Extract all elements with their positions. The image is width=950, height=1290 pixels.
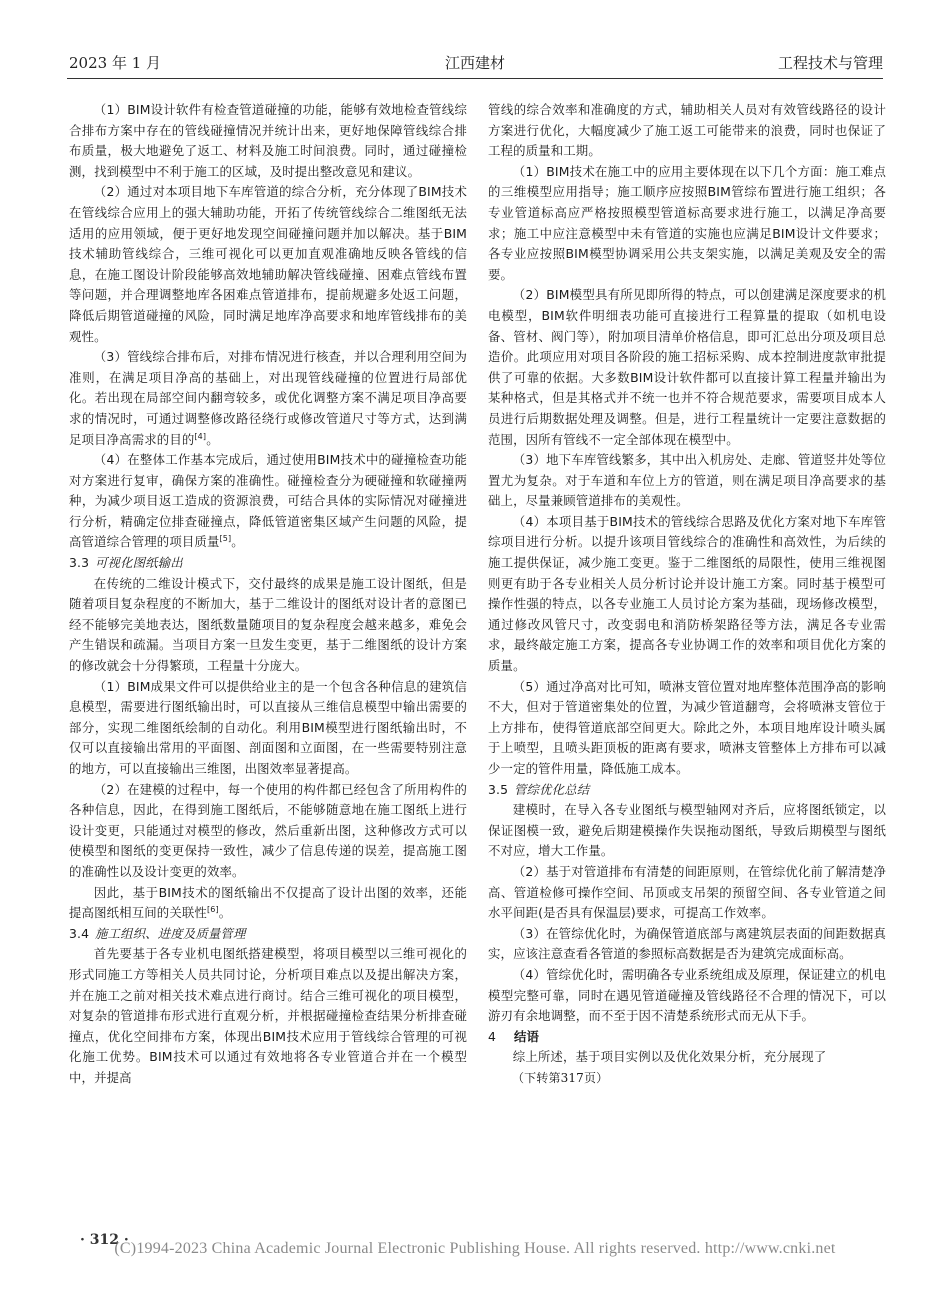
- paragraph: 综上所述，基于项目实例以及优化效果分析，充分展现了: [512, 1049, 827, 1065]
- section-heading-4: 4 结语: [488, 1028, 540, 1044]
- paragraph: 建模时，在导入各专业图纸与模型轴网对齐后，应将图纸锁定，以保证图模一致，避免后期建模操作失误拖动图纸，导致后期模型与图纸不对应，增大工作量。: [488, 802, 886, 859]
- section-heading-3-5: 3.5 管综优化总结: [488, 781, 590, 797]
- continued-note: （下转第317页）: [512, 1070, 609, 1085]
- paragraph: （2）BIM模型具有所见即所得的特点，可以创建满足深度要求的机电模型，BIM软件明细表功能可直接进行工程算量的提取（如机电设备、管材、阀门等），附加项目清单价格信息，即可汇总出分项及项目总造价。此项应用对项目各阶段的施工招标采购、成本控制进度款审批提供了可靠的依据。大多数BIM设计软件都可以直接计算工程量并输出为某种格式，但是其格式并不统一也并不符合规范要求，需要项目成本人员进行后期数据处理及调整。但是，进行工程量统计一定要注意数据的范围，因所有管线不一定全部体现在模型中。: [488, 287, 886, 447]
- citation-ref: [5]: [219, 534, 232, 544]
- issue-date: 2023 年 1 月: [69, 54, 162, 72]
- paragraph: （2）基于对管道排布有清楚的间距原则，在管综优化前了解清楚净高、管道检修可操作空间、吊顶或支吊架的预留空间、各专业管道之间水平间距(是否具有保温层)要求，可提高工作效率。: [488, 863, 886, 921]
- paragraph: （3）地下车库管线繁多，其中出入机房处、走廊、管道竖井处等位置尤为复杂。对于车道和车位上方的管道，则在满足项目净高要求的基础上，尽量兼顾管道排布的美观性。: [488, 452, 886, 509]
- paragraph: （4）管综优化时，需明确各专业系统组成及原理，保证建立的机电模型完整可靠，同时在遇见管道碰撞及管线路径不合理的情况下，可以游刃有余地调整，而不至于因不清楚系统形式而无从下手。: [488, 966, 886, 1024]
- paragraph: （3）在管综优化时，为确保管道底部与离建筑层表面的间距数据真实，应该注意查看各管道的参照标高数据是否为建筑完成面标高。: [488, 925, 886, 962]
- section-name: 工程技术与管理: [777, 54, 883, 72]
- section-heading-3-3: 3.3 可视化图纸输出: [69, 555, 183, 571]
- journal-name: 江西建材: [444, 54, 505, 72]
- copyright-watermark: (C)1994-2023 China Academic Journal Electronic Publishing House. All rights reserved. http://www.cnki.net: [114, 1240, 836, 1257]
- paragraph: （5）通过净高对比可知，喷淋支管位置对地库整体范围净高的影响不大，但对于管道密集处的位置，为减少管道翻弯，会将喷淋支管位于上方排布，使得管道底部空间更大。除此之外，本项目地库设计喷头属于上喷型，且喷头距顶板的距离有要求，喷淋支管整体上方排布可以减少一定的管件用量，降低施工成本。: [488, 678, 886, 776]
- paragraph: （2）在建模的过程中，每一个使用的构件都已经包含了所用构件的各种信息，因此，在得到施工图纸后，不能够随意地在施工图纸上进行设计变更，只能通过对模型的修改，然后重新出图，这种修改方式可以使模型和图纸的变更保持一致性，减少了信息传递的误差，提高施工图的准确性以及设计变更的效率。: [69, 781, 467, 879]
- header-rule: [67, 78, 883, 79]
- paragraph: （2）通过对本项目地下车库管道的综合分析，充分体现了BIM技术在管线综合应用上的强大辅助功能，开拓了传统管线综合二维图纸无法适用的应用领域，便于更好地发现空间碰撞问题并加以解决。基于BIM技术辅助管线综合，三维可视化可以更加直观准确地反映各管线的信息，在施工图设计阶段能够高效地辅助解决管线碰撞、困难点管线布置等问题，并合理调整地库各困难点管道排布，提前规避多处返工问题，降低后期管道碰撞的风险，同时满足地库净高要求和地库管线排布的美观性。: [69, 184, 467, 344]
- citation-ref: [4]: [194, 431, 207, 441]
- paragraph: 首先要基于各专业机电图纸搭建模型，将项目模型以三维可视化的形式同施工方等相关人员共同讨论，分析项目难点以及提出解决方案，并在施工之前对相关技术难点进行商讨。结合三维可视化的项目模型，对复杂的管道排布形式进行直观分析，并根据碰撞检查结果分析排查碰撞点，优化空间排布方案，体现出BIM技术应用于管线综合管理的可视化施工优势。BIM技术可以通过有效地将各专业管道合并在一个模型中，并提高: [69, 946, 467, 1085]
- right-column: [488, 100, 886, 1089]
- paragraph: （1）BIM设计软件有检查管道碰撞的功能，能够有效地检查管线综合排布方案中存在的管线碰撞情况并统计出来，更好地保障管线综合排布质量，极大地避免了返工、材料及施工时间浪费。同时，通过碰撞检测，找到模型中不利于施工的区域，及时提出整改意见和建议。: [69, 102, 467, 179]
- paragraph: （4）本项目基于BIM技术的管线综合思路及优化方案对地下车库管综项目进行分析。以提升该项目管线综合的准确性和高效性，为后续的施工提供保证，减少施工变更。鉴于二维图纸的局限性，使用三维视图则更有助于各专业相关人员分析讨论并设计施工方案。同时基于模型可操作性强的特点，以各专业施工人员讨论方案为基础，现场修改模型，通过修改风管尺寸，改变弱电和消防桥架路径等方法，满足各专业需求，最终敲定施工方案，提高各专业协调工作的效率和项目优化方案的质量。: [488, 513, 886, 674]
- paragraph: （1）BIM技术在施工中的应用主要体现在以下几个方面：施工难点的三维模型应用指导；施工顺序应按照BIM管综布置进行施工组织；各专业管道标高应严格按照模型管道标高要求进行施工，以满足净高要求；施工中应注意模型中未有管道的实施也应满足BIM设计文件要求；各专业应按照BIM模型协调采用公共支架实施，以满足美观及安全的需要。: [488, 163, 886, 282]
- paragraph: 在传统的二维设计模式下，交付最终的成果是施工设计图纸，但是随着项目复杂程度的不断加大，基于二维设计的图纸对设计者的意图已经不能够完美地表达，图纸数量随项目的复杂程度会越来越多，难免会产生错误和疏漏。当项目方案一旦发生变更，基于二维图纸的设计方案的修改就会十分得繁琐，工程量十分庞大。: [69, 575, 467, 674]
- paragraph: 管线的综合效率和准确度的方式，辅助相关人员对有效管线路径的设计方案进行优化，大幅度减少了施工返工可能带来的浪费，同时也保证了工程的质量和工期。: [488, 102, 886, 159]
- paragraph: （1）BIM成果文件可以提供给业主的是一个包含各种信息的建筑信息模型，需要进行图纸输出时，可以直接从三维信息模型中输出需要的部分，实现二维图纸绘制的自动化。利用BIM模型进行图纸输出时，不仅可以直接输出常用的平面图、剖面图和立面图，在一些需要特别注意的地方，可以直接输出三维图，出图效率显著提高。: [69, 678, 467, 776]
- paragraph: 因此，基于BIM技术的图纸输出不仅提高了设计出图的效率，还能提高图纸相互间的关联性[6]。: [69, 884, 467, 921]
- citation-ref: [6]: [206, 905, 219, 915]
- paragraph: （3）管线综合排布后，对排布情况进行核查，并以合理利用空间为准则，在满足项目净高的基础上，对出现管线碰撞的位置进行局部优化。若出现在局部空间内翻弯较多，或优化调整方案不满足项目净高要求的情况时，可通过调整修改路径绕行或修改管道尺寸等方式，达到满足项目净高需求的目的[4]。: [69, 349, 467, 447]
- left-column: [69, 100, 467, 1089]
- section-heading-3-4: 3.4 施工组织、进度及质量管理: [69, 925, 246, 941]
- paragraph: （4）在整体工作基本完成后，通过使用BIM技术中的碰撞检查功能对方案进行复审，确保方案的准确性。碰撞检查分为硬碰撞和软碰撞两种，为减少项目返工造成的资源浪费，可结合具体的实际情况对碰撞进行分析，精确定位排查碰撞点，降低管道密集区域产生问题的风险，提高管道综合管理的项目质量[5]。: [69, 452, 467, 550]
- page-number: · 312 ·: [80, 1232, 129, 1248]
